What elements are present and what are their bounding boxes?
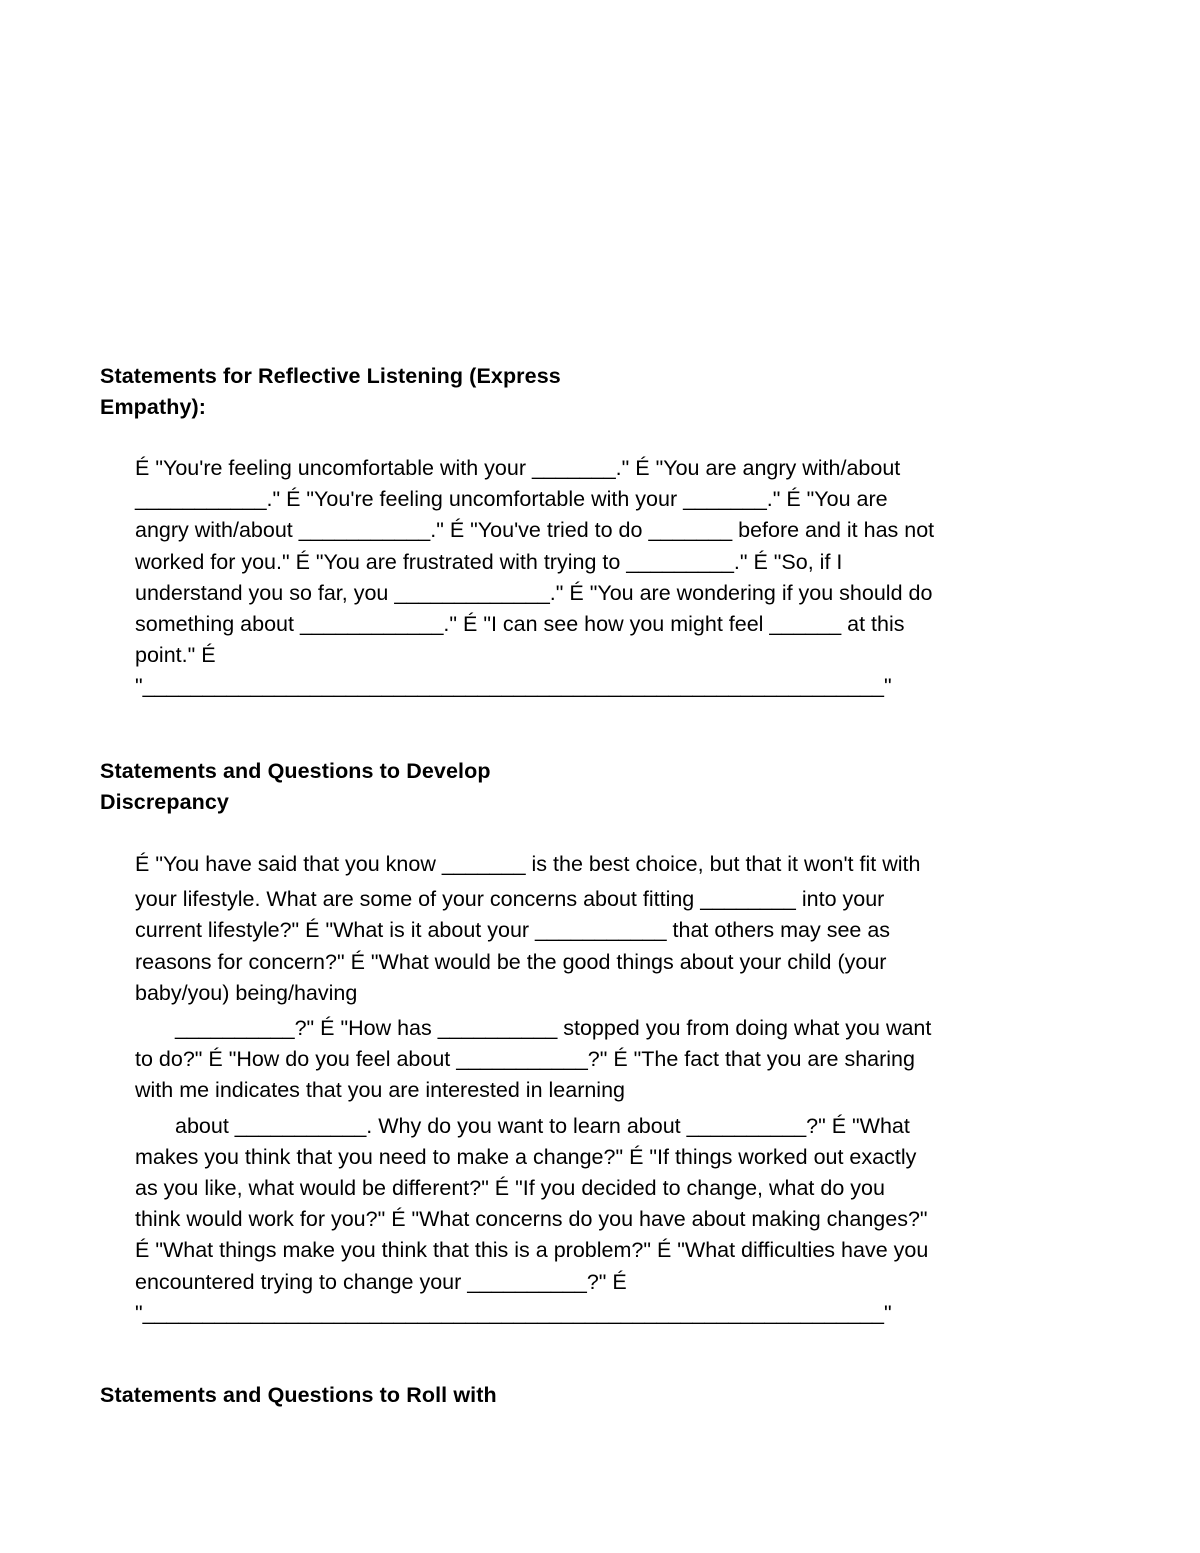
body-line: point." É (135, 643, 216, 668)
body-line: as you like, what would be different?" É "If you decided to change, what do you (135, 1176, 885, 1201)
body-line-indented: __________?" É "How has __________ stopped you from doing what you want (175, 1016, 932, 1041)
body-line: reasons for concern?" É "What would be the good things about your child (your (135, 949, 887, 974)
body-line: with me indicates that you are interested in learning (135, 1078, 625, 1103)
heading-line: Discrepancy (100, 790, 229, 814)
body-line: É "You have said that you know _______ is the best choice, but that it won't fit with (135, 852, 921, 876)
body-line-blank: "______________________________________________________________" (135, 674, 892, 699)
body-line-indented: about ___________. Why do you want to learn about __________?" É "What (175, 1113, 910, 1138)
body-line: baby/you) being/having (135, 980, 358, 1005)
body-line: think would work for you?" É "What concerns do you have about making changes?" (135, 1207, 928, 1232)
heading-line: Statements and Questions to Roll with (100, 1383, 497, 1407)
body-line: understand you so far, you _____________." É "You are wondering if you should do (135, 580, 933, 605)
body-line: angry with/about ___________." É "You've tried to do _______ before and it has not (135, 518, 935, 543)
body-line: worked for you." É "You are frustrated with trying to _________." É "So, if I (135, 549, 843, 574)
heading-line: Statements and Questions to Develop (100, 759, 491, 783)
body-line: ___________." É "You're feeling uncomfortable with your _______." É "You are (135, 487, 888, 512)
body-line: É "You're feeling uncomfortable with your _______." É "You are angry with/about (135, 456, 901, 480)
body-line: something about ____________." É "I can see how you might feel ______ at this (135, 612, 905, 637)
body-line: to do?" É "How do you feel about ___________?" É "The fact that you are sharing (135, 1047, 915, 1072)
section-body-develop-discrepancy (135, 849, 931, 1329)
section-heading-roll-with (100, 1380, 497, 1411)
heading-line: Empathy): (100, 395, 207, 419)
section-heading-reflective-listening (100, 361, 561, 423)
body-line-blank: "______________________________________________________________" (135, 1300, 892, 1325)
section-body-reflective-listening (135, 453, 934, 703)
body-line: encountered trying to change your __________?" É (135, 1269, 627, 1294)
body-line: current lifestyle?" É "What is it about your ___________ that others may see as (135, 918, 891, 943)
body-line: makes you think that you need to make a change?" É "If things worked out exactly (135, 1144, 917, 1169)
body-line: É "What things make you think that this is a problem?" É "What difficulties have you (135, 1238, 929, 1263)
heading-line: Statements for Reflective Listening (Express (100, 364, 561, 388)
body-line: your lifestyle. What are some of your concerns about fitting ________ into your (135, 887, 885, 912)
section-heading-develop-discrepancy (100, 756, 491, 818)
